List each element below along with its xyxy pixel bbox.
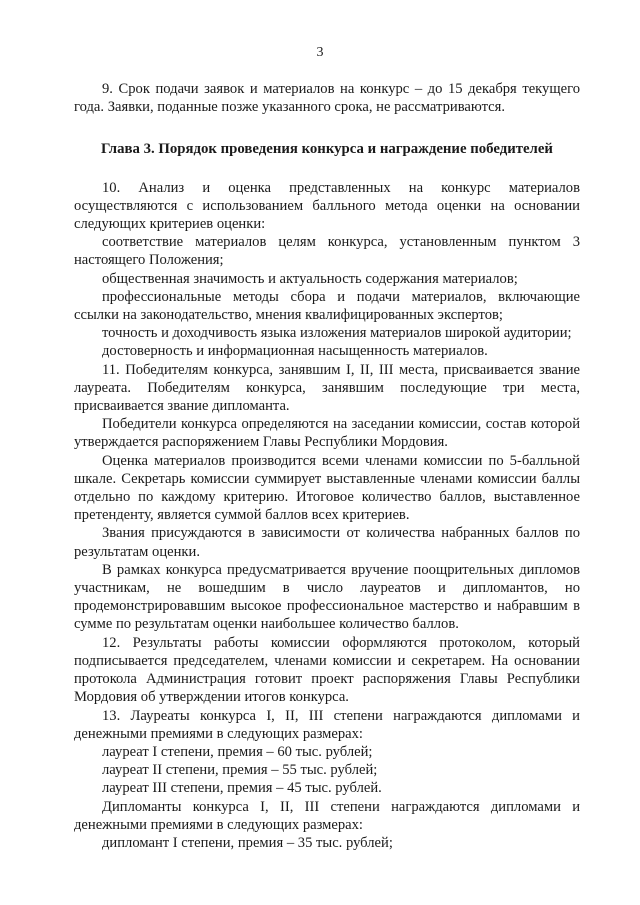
prize-item: дипломант I степени, премия – 35 тыс. рублей; bbox=[102, 834, 393, 851]
criterion-item: профессиональные методы сбора и подачи материалов, включающие ссылки на законодательство, мнения квалифицированных экспертов; bbox=[74, 288, 580, 324]
paragraph-encouragement: В рамках конкурса предусматривается вручение поощрительных дипломов участникам, не вошедшим в число лауреатов и дипломантов, но продемонстрировавшим высокое профессиональное мастерство и набравшим в сумме по результатам оценки наибольшее количество баллов. bbox=[74, 561, 580, 633]
prize-item: лауреат I степени, премия – 60 тыс. рублей; bbox=[102, 743, 373, 760]
paragraph-10: 10. Анализ и оценка представленных на конкурс материалов осуществляются с использованием балльного метода оценки на основании следующих критериев оценки: bbox=[74, 179, 580, 233]
prize-item: лауреат III степени, премия – 45 тыс. рублей. bbox=[102, 780, 382, 797]
criterion-item: точность и доходчивость языка изложения материалов широкой аудитории; bbox=[102, 325, 572, 342]
chapter-heading: Глава 3. Порядок проведения конкурса и награждение победителей bbox=[101, 141, 553, 158]
paragraph-12: 12. Результаты работы комиссии оформляются протоколом, который подписывается председателем, членами комиссии и секретарем. На основании протокола Администрация готовит проект распоряжения Главы Республики Мордовия об утверждении итогов конкурса. bbox=[74, 634, 580, 706]
criterion-item: соответствие материалов целям конкурса, установленным пунктом 3 настоящего Положения; bbox=[74, 234, 580, 269]
criterion-item: общественная значимость и актуальность содержания материалов; bbox=[102, 270, 518, 287]
paragraph-evaluation: Оценка материалов производится всеми членами комиссии по 5-балльной шкале. Секретарь комиссии суммирует выставленные членами комиссии баллы отдельно по каждому критерию. Итоговое количество баллов, выставленное претенденту, является суммой баллов всех критериев. bbox=[74, 452, 580, 524]
paragraph-11: 11. Победителям конкурса, занявшим I, II, III места, присваивается звание лауреата. Победителям конкурса, занявшим последующие три места, присваивается звание дипломанта. bbox=[74, 361, 580, 415]
document-body bbox=[74, 80, 580, 852]
criterion-item: достоверность и информационная насыщенность материалов. bbox=[102, 343, 488, 360]
paragraph-deadline: 9. Срок подачи заявок и материалов на конкурс – до 15 декабря текущего года. Заявки, поданные позже указанного срока, не рассматриваются. bbox=[74, 81, 580, 116]
paragraph-13: 13. Лауреаты конкурса I, II, III степени награждаются дипломами и денежными премиями в следующих размерах: bbox=[74, 707, 580, 742]
paragraph-winners: Победители конкурса определяются на заседании комиссии, состав которой утверждается распоряжением Главы Республики Мордовия. bbox=[74, 416, 580, 451]
paragraph-titles: Звания присуждаются в зависимости от количества набранных баллов по результатам оценки. bbox=[74, 525, 580, 560]
paragraph-diploma-holders: Дипломанты конкурса I, II, III степени награждаются дипломами и денежными премиями в следующих размерах: bbox=[74, 798, 580, 833]
page-number: 3 bbox=[316, 45, 324, 60]
prize-item: лауреат II степени, премия – 55 тыс. рублей; bbox=[102, 762, 378, 779]
